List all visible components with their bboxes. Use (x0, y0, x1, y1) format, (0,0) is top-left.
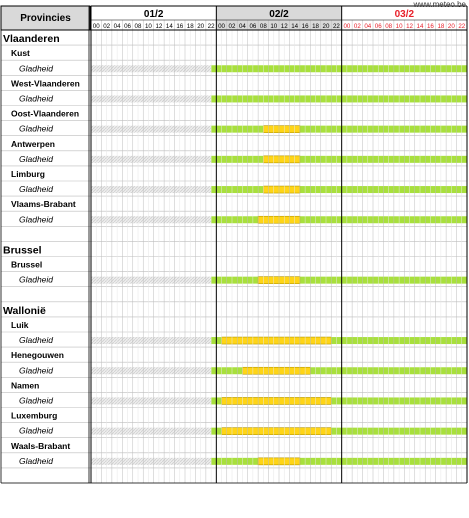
yellow-warning-bar (263, 126, 300, 133)
hour-tick-label: 12 (155, 23, 163, 30)
hour-tick-label: 02 (353, 23, 361, 30)
hour-tick-label: 04 (364, 23, 372, 30)
past-period-bar (91, 65, 211, 72)
hour-tick-label: 00 (218, 23, 226, 30)
hour-tick-label: 22 (207, 23, 215, 30)
watermark: www.meteo.be (413, 0, 466, 9)
yellow-warning-bar (222, 428, 332, 435)
day-label: 02/2 (269, 9, 289, 20)
hour-tick-label: 14 (291, 23, 299, 30)
hour-tick-label: 12 (406, 23, 414, 30)
param-label: Gladheid (19, 365, 54, 376)
past-period-bar (91, 428, 211, 435)
yellow-warning-bar (242, 367, 310, 374)
param-label: Gladheid (19, 63, 54, 74)
hour-tick-label: 08 (134, 23, 142, 30)
province-label: Kust (11, 48, 30, 59)
green-level-bar (211, 277, 467, 284)
yellow-warning-bar (263, 186, 300, 193)
province-label: Luik (11, 320, 29, 330)
region-label: Wallonië (3, 304, 46, 317)
province-label: Henegouwen (11, 350, 64, 361)
yellow-warning-bar (263, 156, 300, 163)
param-label: Gladheid (19, 335, 54, 346)
green-level-bar (211, 186, 467, 193)
past-period-bar (91, 156, 211, 163)
hour-tick-label: 20 (322, 23, 330, 30)
hour-tick-label: 22 (332, 23, 340, 30)
param-label: Gladheid (19, 455, 54, 466)
day-label: 03/2 (394, 9, 415, 20)
past-period-bar (91, 277, 211, 284)
green-level-bar (211, 126, 467, 133)
param-label: Gladheid (19, 184, 54, 195)
hour-tick-label: 10 (144, 23, 152, 30)
hour-tick-label: 00 (92, 23, 100, 30)
param-label: Gladheid (19, 153, 54, 164)
green-level-bar (211, 156, 467, 163)
green-level-bar (211, 65, 467, 72)
province-label: West-Vlaanderen (11, 78, 80, 89)
province-label: Brussel (11, 259, 43, 270)
hour-tick-label: 04 (238, 23, 246, 30)
hour-tick-label: 02 (228, 23, 236, 30)
past-period-bar (91, 95, 211, 102)
past-period-bar (91, 367, 211, 374)
param-label: Gladheid (19, 395, 54, 406)
hour-tick-label: 18 (312, 23, 320, 30)
province-label: Namen (11, 380, 40, 391)
hour-tick-label: 06 (249, 23, 257, 30)
province-label: Oost-Vlaanderen (11, 108, 80, 119)
hour-tick-label: 16 (176, 23, 184, 30)
hour-tick-label: 16 (301, 23, 309, 30)
hour-tick-label: 02 (103, 23, 111, 30)
hour-tick-label: 20 (197, 23, 205, 30)
green-level-bar (211, 216, 467, 223)
yellow-warning-bar (222, 397, 332, 404)
hour-tick-label: 14 (416, 23, 424, 30)
past-period-bar (91, 186, 211, 193)
province-label: Waals-Brabant (11, 440, 71, 451)
hour-tick-label: 16 (426, 23, 434, 30)
past-period-bar (91, 126, 211, 133)
past-period-bar (91, 397, 211, 404)
param-label: Gladheid (19, 123, 54, 134)
param-label: Gladheid (19, 274, 54, 285)
param-label: Gladheid (19, 93, 54, 104)
hour-tick-label: 14 (165, 23, 173, 30)
hour-tick-label: 18 (186, 23, 194, 30)
hour-tick-label: 04 (113, 23, 121, 30)
past-period-bar (91, 337, 211, 344)
hour-tick-label: 08 (385, 23, 393, 30)
province-label: Luxemburg (11, 410, 58, 421)
green-level-bar (211, 95, 467, 102)
past-period-bar (91, 458, 211, 465)
province-label: Vlaams-Brabant (11, 199, 76, 210)
hour-tick-label: 20 (447, 23, 455, 30)
hour-tick-label: 10 (395, 23, 403, 30)
province-label: Antwerpen (11, 138, 55, 149)
hour-tick-label: 08 (259, 23, 267, 30)
region-label: Vlaanderen (3, 33, 60, 46)
param-label: Gladheid (19, 425, 54, 436)
day-label: 01/2 (143, 9, 164, 20)
hour-tick-label: 06 (374, 23, 382, 30)
yellow-warning-bar (222, 337, 332, 344)
hour-tick-label: 00 (343, 23, 351, 30)
hour-tick-label: 12 (280, 23, 288, 30)
hour-tick-label: 22 (458, 23, 466, 30)
province-label: Limburg (11, 169, 45, 179)
hour-tick-label: 06 (124, 23, 132, 30)
hour-tick-label: 18 (437, 23, 445, 30)
provinces-header-label: Provincies (20, 13, 71, 24)
green-level-bar (211, 458, 467, 465)
region-label: Brussel (3, 244, 42, 257)
past-period-bar (91, 216, 211, 223)
param-label: Gladheid (19, 214, 54, 225)
hour-tick-label: 10 (270, 23, 278, 30)
